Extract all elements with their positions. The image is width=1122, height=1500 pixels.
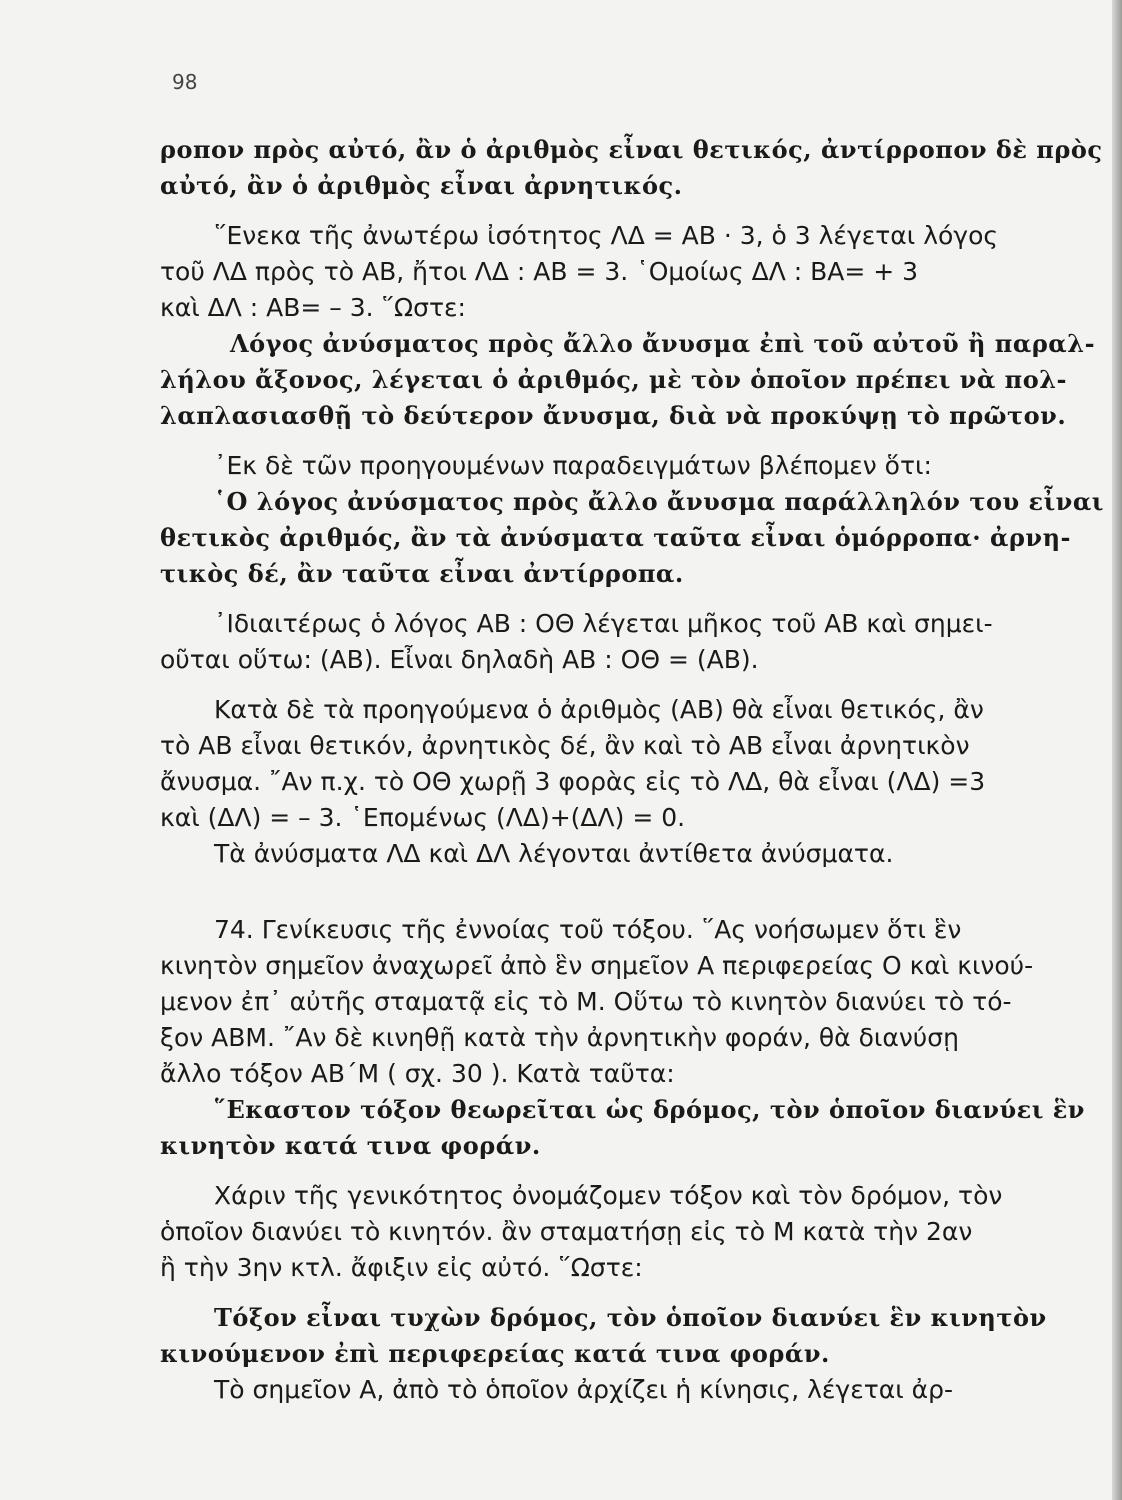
text-line: ᾿Ιδιαιτέρως ὁ λόγος ΑΒ : ΟΘ λέγεται μῆκος τοῦ ΑΒ καὶ σημει- xyxy=(214,609,993,638)
text-line: αὐτό, ἂν ὁ ἀριθμὸς εἶναι ἀρνητικός. xyxy=(160,171,683,200)
text-line: ῾Ο λόγος ἀνύσματος πρὸς ἄλλο ἄνυσμα παράλληλόν του εἶναι xyxy=(214,487,1104,516)
text-line: τικὸς δέ, ἂν ταῦτα εἶναι ἀντίρροπα. xyxy=(160,559,684,588)
text-line: ῞Εκαστον τόξον θεωρεῖται ὡς δρόμος, τὸν ὁποῖον διανύει ἓν xyxy=(214,1095,1085,1124)
text-line: Τὰ ἀνύσματα ΛΔ καὶ ΔΛ λέγονται ἀντίθετα ἀνύσματα. xyxy=(214,839,894,868)
text-line: κινούμενον ἐπὶ περιφερείας κατά τινα φοράν. xyxy=(160,1339,830,1368)
text-line: Χάριν τῆς γενικότητος ὀνομάζομεν τόξον καὶ τὸν δρόμον, τὸν xyxy=(214,1181,1003,1210)
page-edge-shadow xyxy=(1112,0,1122,1500)
text-line: Κατὰ δὲ τὰ προηγούμενα ὁ ἀριθμὸς (ΑΒ) θὰ εἶναι θετικός, ἂν xyxy=(214,695,984,724)
text-line: 74. Γενίκευσις τῆς ἐννοίας τοῦ τόξου. ῞Ας νοήσωμεν ὅτι ἓν xyxy=(214,915,962,944)
text-line: ἄνυσμα. ῎Αν π.χ. τὸ ΟΘ χωρῇ 3 φορὰς εἰς τὸ ΛΔ, θὰ εἶναι (ΛΔ) =3 xyxy=(160,767,986,796)
text-line: ἄλλο τόξον ΑΒ΄Μ ( σχ. 30 ). Κατὰ ταῦτα: xyxy=(160,1059,675,1088)
text-line: Τόξον εἶναι τυχὼν δρόμος, τὸν ὁποῖον διανύει ἓν κινητὸν xyxy=(214,1303,1047,1332)
text-line: κινητὸν σημεῖον ἀναχωρεῖ ἀπὸ ἓν σημεῖον Α περιφερείας Ο καὶ κινού- xyxy=(160,951,1034,980)
text-line: λαπλασιασθῇ τὸ δεύτερον ἄνυσμα, διὰ νὰ προκύψῃ τὸ πρῶτον. xyxy=(160,401,1067,430)
text-line: κινητὸν κατά τινα φοράν. xyxy=(160,1131,541,1160)
text-line: οῦται οὕτω: (ΑΒ). Εἶναι δηλαδὴ ΑΒ : ΟΘ = (ΑΒ). xyxy=(160,645,759,674)
text-line: μενον ἐπ᾿ αὐτῆς σταματᾷ εἰς τὸ Μ. Οὕτω τὸ κινητὸν διανύει τὸ τό- xyxy=(160,987,1012,1016)
page-number: 98 xyxy=(172,70,198,94)
text-line: ὁποῖον διανύει τὸ κινητόν. ἂν σταματήσῃ εἰς τὸ Μ κατὰ τὴν 2αν xyxy=(160,1217,973,1246)
page-body xyxy=(160,132,1104,1408)
text-line: λήλου ἄξονος, λέγεται ὁ ἀριθμός, μὲ τὸν ὁποῖον πρέπει νὰ πολ- xyxy=(160,365,1068,394)
text-line: καὶ ΔΛ : ΑΒ= – 3. ῞Ωστε: xyxy=(160,293,466,322)
text-line: καὶ (ΔΛ) = – 3. ῾Επομένως (ΛΔ)+(ΔΛ) = 0. xyxy=(160,803,686,832)
text-line: Τὸ σημεῖον Α, ἀπὸ τὸ ὁποῖον ἀρχίζει ἡ κίνησις, λέγεται ἀρ- xyxy=(214,1375,954,1404)
text-line: θετικὸς ἀριθμός, ἂν τὰ ἀνύσματα ταῦτα εἶναι ὁμόρροπα· ἀρνη- xyxy=(160,523,1071,552)
text-line: ῞Ενεκα τῆς ἀνωτέρω ἰσότητος ΛΔ = ΑΒ · 3, ὁ 3 λέγεται λόγος xyxy=(214,221,999,250)
text-line: ξον ΑΒΜ. ῎Αν δὲ κινηθῇ κατὰ τὴν ἀρνητικὴν φοράν, θὰ διανύσῃ xyxy=(160,1023,959,1052)
text-line: τοῦ ΛΔ πρὸς τὸ ΑΒ, ἤτοι ΛΔ : ΑΒ = 3. ῾Ομοίως ΔΛ : ΒΑ= + 3 xyxy=(160,257,919,286)
text-line: ᾿Εκ δὲ τῶν προηγουμένων παραδειγμάτων βλέπομεν ὅτι: xyxy=(214,451,932,480)
text-line: ροπον πρὸς αὐτό, ἂν ὁ ἀριθμὸς εἶναι θετικός, ἀντίρροπον δὲ πρὸς xyxy=(160,135,1103,164)
text-line: Λόγος ἀνύσματος πρὸς ἄλλο ἄνυσμα ἐπὶ τοῦ αὐτοῦ ἢ παραλ- xyxy=(230,329,1096,358)
text-line: τὸ ΑΒ εἶναι θετικόν, ἀρνητικὸς δέ, ἂν καὶ τὸ ΑΒ εἶναι ἀρνητικὸν xyxy=(160,731,970,760)
text-line: ἢ τὴν 3ην κτλ. ἄφιξιν εἰς αὐτό. ῞Ωστε: xyxy=(160,1253,643,1282)
